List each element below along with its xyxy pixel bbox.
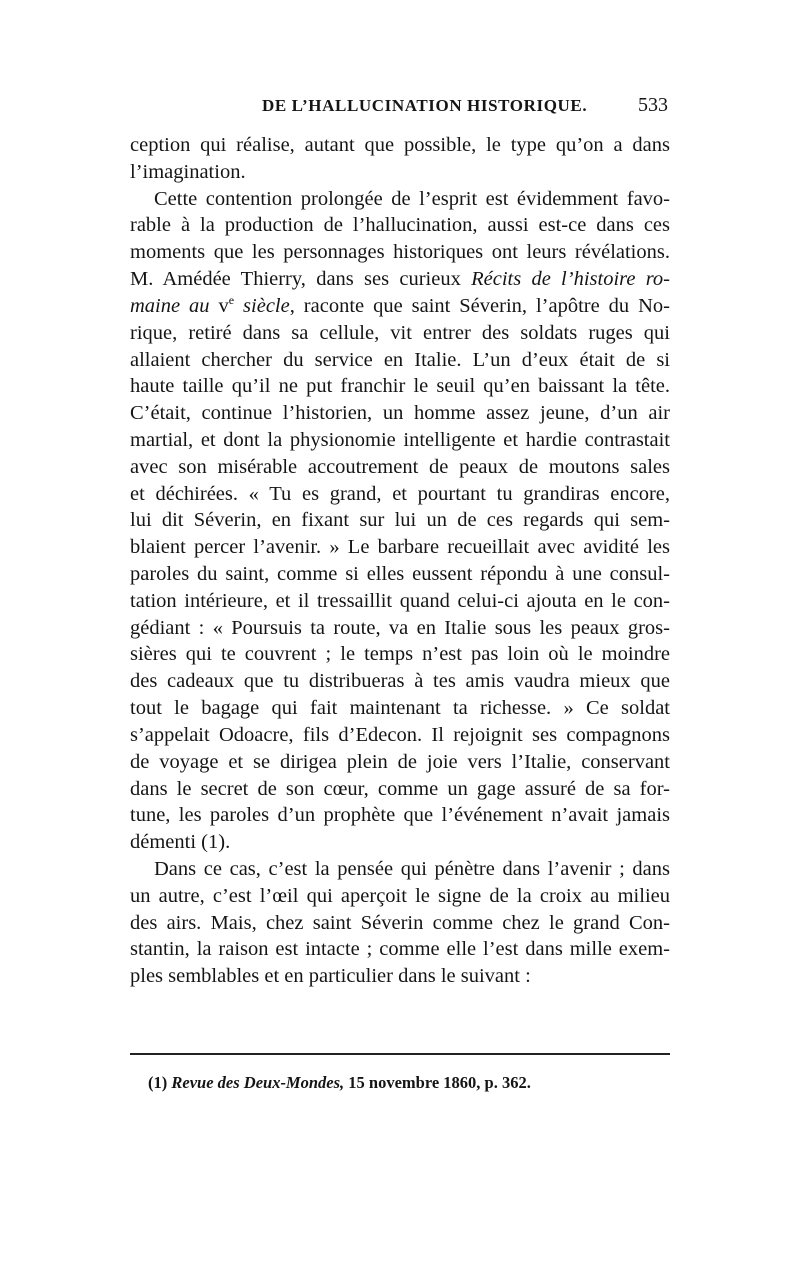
- text-line: s’appelait Odoacre, fils d’Edecon. Il rejoignit ses compagnons: [130, 723, 670, 746]
- book-title-italic: Récits de l’histoire ro-: [471, 268, 670, 291]
- page-number: 533: [638, 94, 668, 116]
- text-line: tout le bagage qui fait maintenant ta richesse. » Ce soldat: [130, 697, 670, 720]
- century-numeral: v: [218, 294, 229, 317]
- text-line: démenti (1).: [130, 831, 231, 854]
- text-line: stantin, la raison est intacte ; comme elle l’est dans mille exem-: [130, 938, 670, 961]
- footnote-rule: [130, 1053, 670, 1055]
- footnote-journal: Revue des Deux-Mondes,: [171, 1073, 345, 1092]
- running-head: DE L’HALLUCINATION HISTORIQUE.: [262, 96, 588, 115]
- text-line: tation intérieure, et il tressaillit quand celui-ci ajouta en le con-: [130, 589, 670, 612]
- siecle-italic: siècle: [243, 294, 290, 317]
- page-header: [130, 96, 670, 126]
- text-line: ception qui réalise, autant que possible, le type qu’on a dans: [130, 134, 670, 156]
- text-line: des cadeaux que tu distribueras à tes amis vaudra mieux que: [130, 670, 670, 693]
- text-line: paroles du saint, comme si elles eussent répondu à une consul-: [130, 563, 670, 585]
- text-line: blaient percer l’avenir. » Le barbare recueillait avec avidité les: [130, 536, 670, 559]
- text-line: sières qui te couvrent ; le temps n’est pas loin où le moindre: [130, 643, 670, 666]
- body-text: [130, 132, 670, 990]
- text-fragment: , raconte que saint Séverin, l’apôtre du No-: [289, 294, 670, 317]
- text-line: de voyage et se dirigea plein de joie vers l’Italie, conservant: [130, 750, 670, 773]
- text-line: rable à la production de l’hallucination, aussi est-ce dans ces: [130, 214, 670, 237]
- text-line: lui dit Séverin, en fixant sur lui un de ces regards qui sem-: [130, 509, 670, 532]
- text-line-with-century: [130, 293, 670, 320]
- text-line: moments que les personnages historiques ont leurs révélations.: [130, 241, 670, 264]
- text-line: C’était, continue l’historien, un homme assez jeune, d’un air: [130, 402, 670, 425]
- text-line: allaient chercher du service en Italie. L’un d’eux était de si: [130, 348, 670, 371]
- footnote-citation: 15 novembre 1860, p. 362.: [348, 1073, 531, 1092]
- text-line: des airs. Mais, chez saint Séverin comme chez le grand Con-: [130, 911, 670, 934]
- text-line: avec son misérable accoutrement de peaux de moutons sales: [130, 455, 670, 478]
- text-line: l’imagination.: [130, 160, 246, 183]
- text-line-with-title: [130, 266, 670, 293]
- text-line: tune, les paroles d’un prophète que l’événement n’avait jamais: [130, 804, 670, 827]
- footnote-marker: (1): [148, 1073, 168, 1092]
- text-line: ples semblables et en particulier dans le suivant :: [130, 965, 531, 988]
- text-line: Cette contention prolongée de l’esprit est évidemment favo-: [154, 187, 670, 210]
- text-fragment-italic: maine au: [130, 294, 210, 317]
- text-line: gédiant : « Poursuis ta route, va en Italie sous les peaux gros-: [130, 616, 670, 639]
- text-line: haute taille qu’il ne put franchir le seuil qu’en baissant la tête.: [130, 375, 670, 398]
- text-line: rique, retiré dans sa cellule, vit entrer des soldats ruges qui: [130, 321, 670, 344]
- text-line: martial, et dont la physionomie intelligente et hardie contrastait: [130, 428, 670, 451]
- text-line: un autre, c’est l’œil qui aperçoit le signe de la croix au milieu: [130, 884, 670, 907]
- century-superscript: e: [228, 293, 235, 308]
- text-line: Dans ce cas, c’est la pensée qui pénètre dans l’avenir ; dans: [154, 857, 670, 880]
- footnote: [148, 1073, 668, 1093]
- text-line: et déchirées. « Tu es grand, et pourtant tu grandiras encore,: [130, 482, 670, 505]
- text-fragment: M. Amédée Thierry, dans ses curieux: [130, 268, 461, 291]
- text-line: dans le secret de son cœur, comme un gage assuré de sa for-: [130, 777, 670, 800]
